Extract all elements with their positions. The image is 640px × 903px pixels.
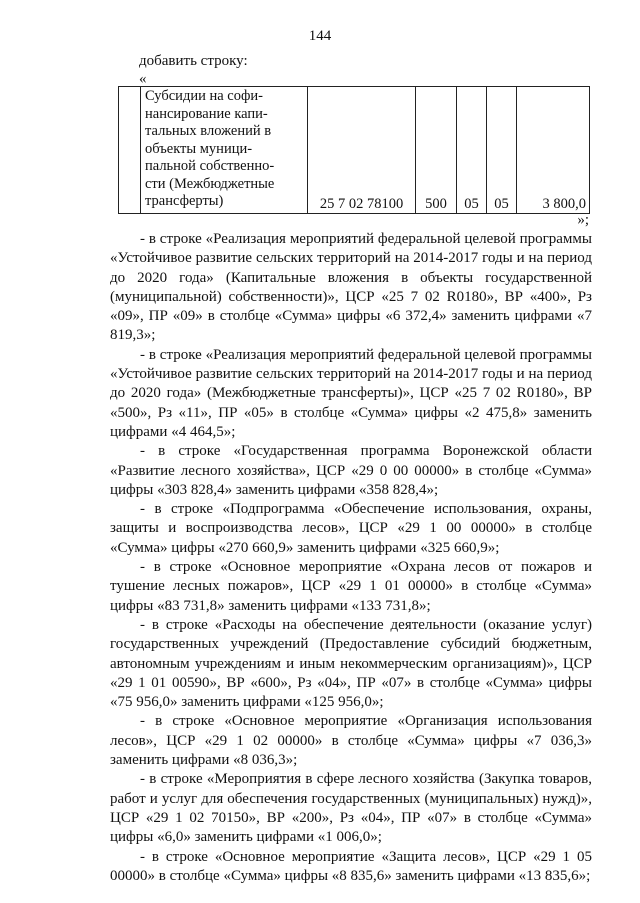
amendment-paragraph: - в строке «Основное мероприятие «Организация использования лесов», ЦСР «29 1 02 00000» в столбце «Сумма» цифры «7 036,3» заменить цифрами «8 036,3»; — [110, 713, 592, 769]
row-name-line: Субсидии на софи- — [145, 88, 263, 104]
empty-cell — [119, 87, 141, 214]
sum-cell: 3 800,0 — [517, 87, 590, 214]
row-name-line: нансирование капи- — [145, 105, 268, 122]
amendment-paragraph: - в строке «Государственная программа Воронежской области «Развитие лесного хозяйства», ЦСР «29 0 00 00000» в столбце «Сумма» цифры «303 828,4» заменить цифрами «358 828,4»; — [110, 443, 592, 498]
amendment-paragraph: - в строке «Расходы на обеспечение деятельности (оказание услуг) государственных учреждений (Предоставление субсидий бюджетным, автономным учреждениям и иным некоммерческим организациям)», ЦСР «29 1 01 00590», ВР «600», Рз «04», ПР «07» в столбце «Сумма» цифры «75 956,0» заменить цифрами «125 956,0»; — [110, 616, 592, 711]
intro-text: добавить строку: — [139, 53, 248, 69]
vr-cell: 500 — [416, 87, 457, 214]
page-number: 144 — [308, 28, 332, 44]
row-name-line: объекты муници- — [145, 140, 253, 157]
inserted-row-table — [118, 86, 590, 214]
amendment-paragraph: - в строке «Основное мероприятие «Защита лесов», ЦСР «29 1 05 00000» в столбце «Сумма» цифры «8 835,6» заменить цифрами «13 835,6»; — [110, 848, 592, 884]
row-name-line: тальных вложений в — [145, 123, 272, 139]
amendment-paragraph: - в строке «Мероприятия в сфере лесного хозяйства (Закупка товаров, работ и услуг для обеспечения государственных (муниципальных) нужд)», ЦСР «29 1 02 70150», ВР «200», Рз «04», ПР «07» в столбце «Сумма» цифры «6,0» заменить цифрами «1 006,0»; — [110, 771, 592, 846]
amendment-paragraph: - в строке «Реализация мероприятий федеральной целевой программы «Устойчивое развитие сельских территорий на 2014-2017 годы и на период до 2020 года» (Межбюджетные трансферты)», ЦСР «25 7 02 R0180», ВР «500», Рз «11», ПР «05» в столбце «Сумма» цифры «2 475,8» заменить цифрами «4 464,5»; — [110, 346, 592, 440]
amendment-list — [110, 230, 592, 886]
quote-open: « — [139, 71, 147, 87]
row-name-cell — [141, 87, 308, 214]
row-name-line: сти (Межбюджетные — [145, 175, 275, 192]
quote-close: »; — [577, 212, 589, 228]
row-name-line: пальной собственно- — [145, 158, 275, 174]
amendment-paragraph: - в строке «Основное мероприятие «Охрана лесов от пожаров и тушение лесных пожаров», ЦСР «29 1 01 00000» в столбце «Сумма» цифры «83 731,8» заменить цифрами «133 731,8»; — [110, 559, 592, 614]
rz-cell: 05 — [457, 87, 487, 214]
pr-cell: 05 — [487, 87, 517, 214]
row-name-line: трансферты) — [145, 193, 224, 209]
table-row — [119, 87, 590, 214]
amendment-paragraph: - в строке «Реализация мероприятий федеральной целевой программы «Устойчивое развитие сельских территорий на 2014-2017 годы и на период до 2020 года» (Капитальные вложения в объекты государственной (муниципальной) собственности)», ЦСР «25 7 02 R0180», ВР «400», Рз «09», ПР «09» в столбце «Сумма» цифры «6 372,4» заменить цифрами «7 819,3»; — [110, 231, 592, 344]
csr-cell: 25 7 02 78100 — [308, 87, 416, 214]
amendment-paragraph: - в строке «Подпрограмма «Обеспечение использования, охраны, защиты и воспроизводства лесов», ЦСР «29 1 00 00000» в столбце «Сумма» цифры «270 660,9» заменить цифрами «325 660,9»; — [110, 501, 592, 556]
